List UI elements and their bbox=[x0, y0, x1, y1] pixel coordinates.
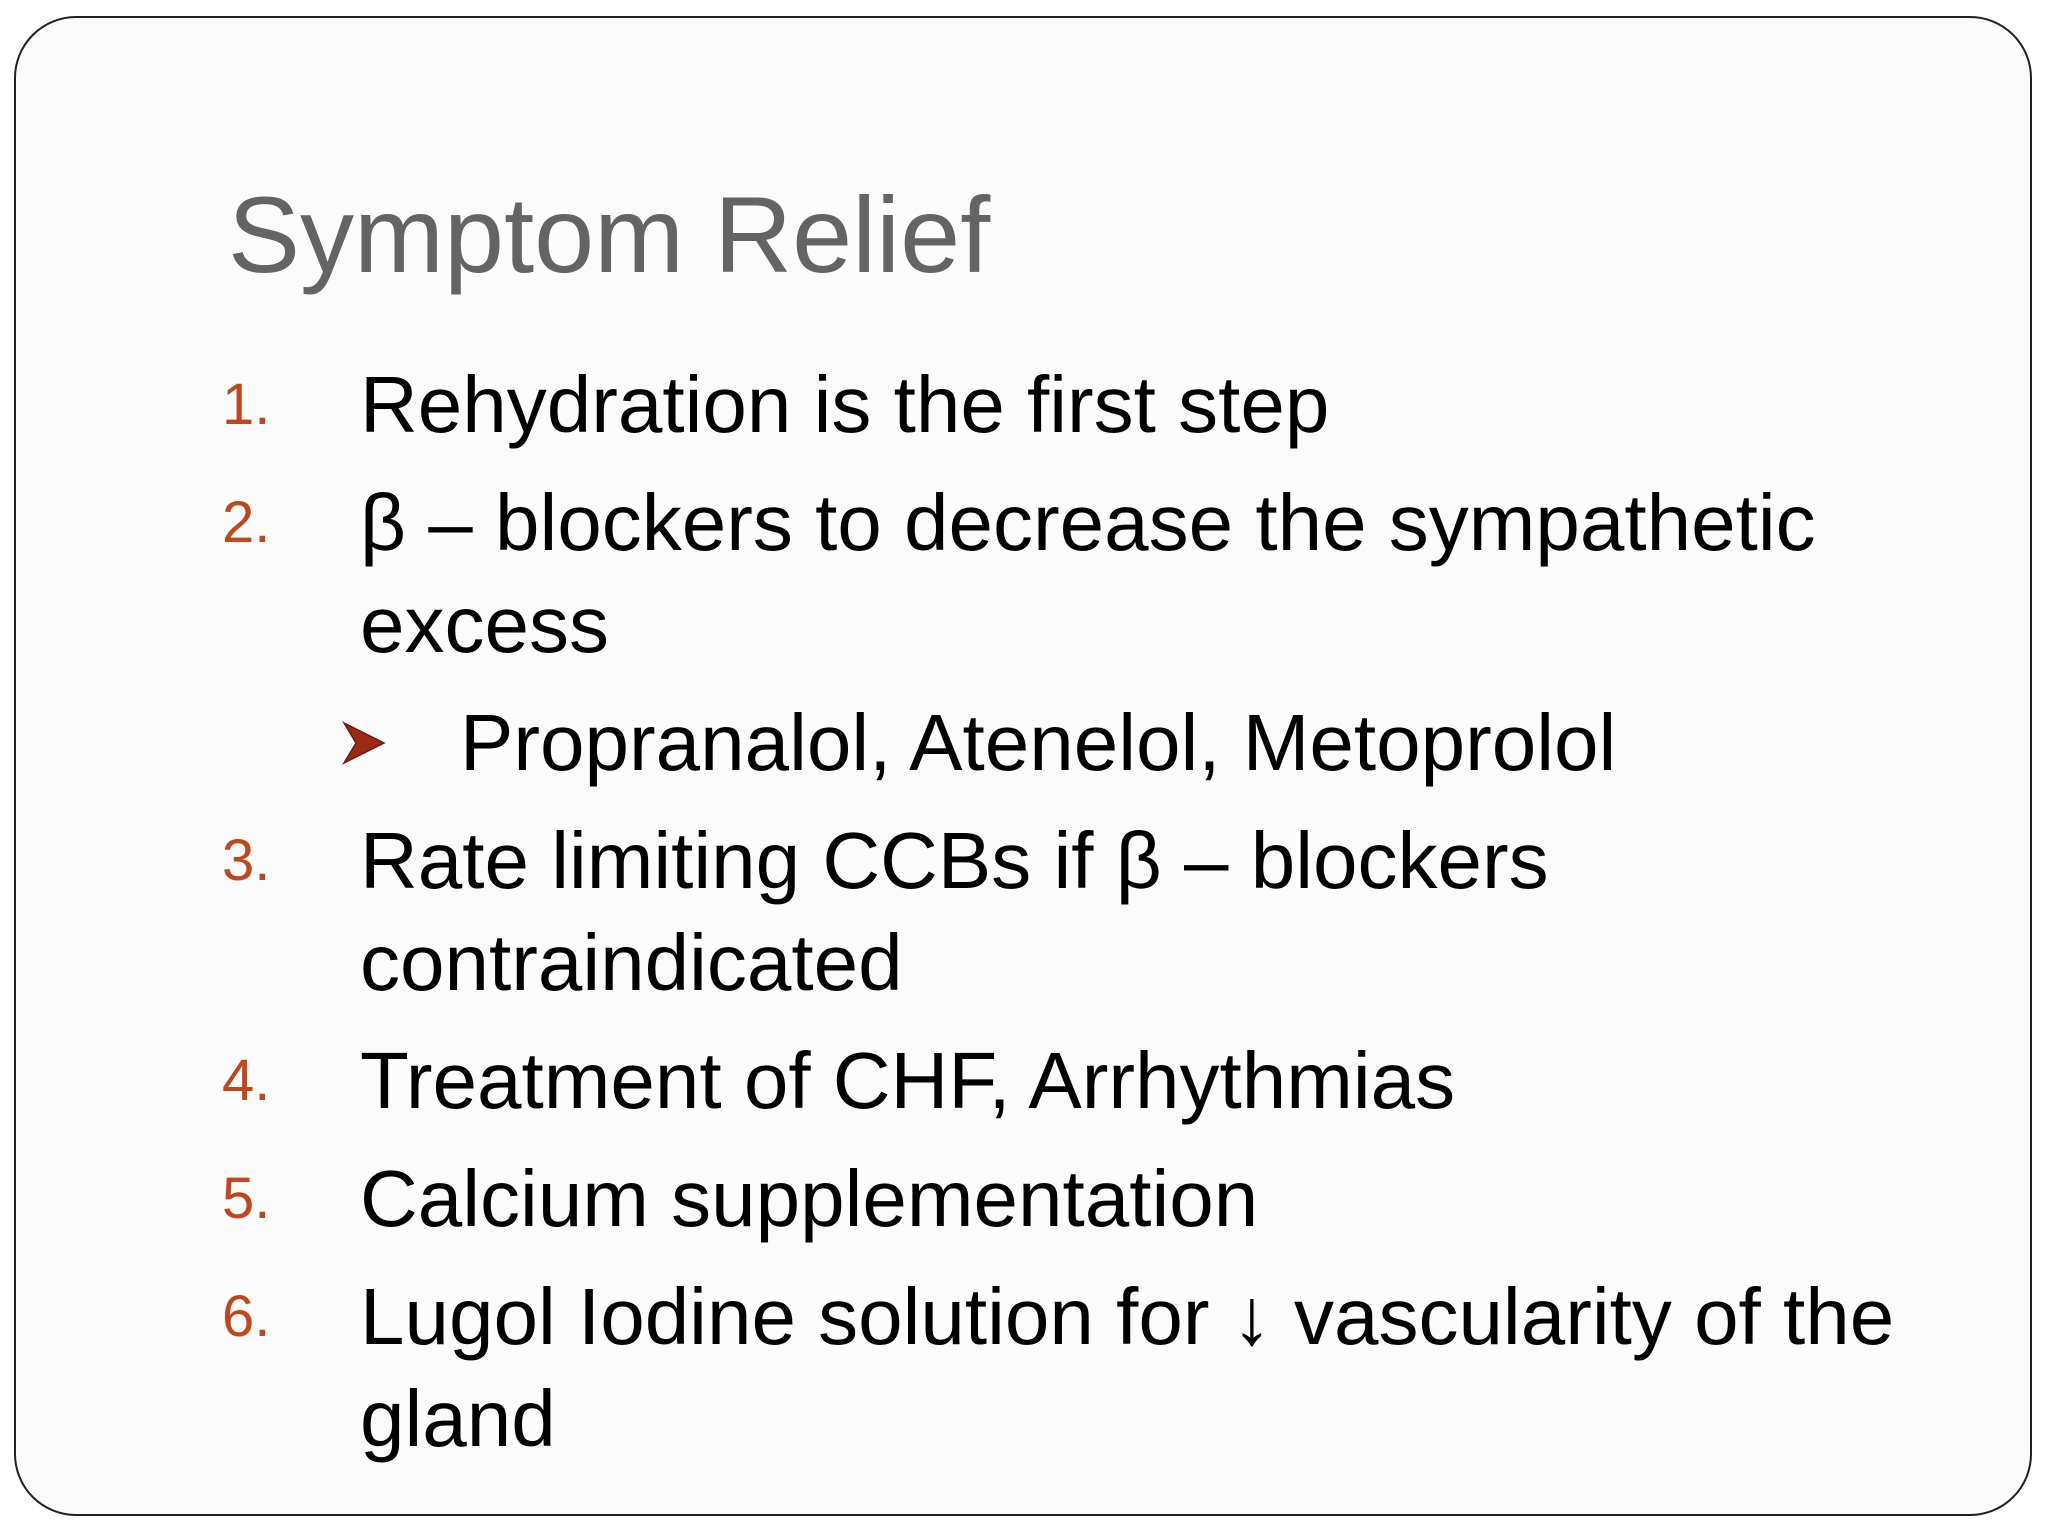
slide-title: Symptom Relief bbox=[228, 174, 991, 295]
item-text: Treatment of CHF, Arrhythmias bbox=[360, 1036, 1456, 1125]
item-text: Calcium supplementation bbox=[360, 1154, 1259, 1243]
item-number: 4. bbox=[222, 1048, 271, 1113]
item-number: 1. bbox=[222, 372, 271, 437]
item-text: Lugol Iodine solution for ↓ vascularity of the gland bbox=[360, 1272, 1895, 1463]
numbered-list bbox=[222, 354, 2002, 1486]
item-number: 6. bbox=[222, 1284, 271, 1349]
list-item bbox=[222, 1030, 2002, 1132]
item-text: Rate limiting CCBs if β – blockers contraindicated bbox=[360, 816, 1549, 1007]
sub-item-text: Propranalol, Atenelol, Metoprolol bbox=[460, 698, 1617, 787]
item-text: Rehydration is the first step bbox=[360, 360, 1330, 449]
item-number: 2. bbox=[222, 490, 271, 555]
list-item bbox=[222, 1266, 2002, 1470]
item-number: 3. bbox=[222, 828, 271, 893]
arrow-bullet-icon-glyph bbox=[340, 719, 388, 767]
list-item bbox=[222, 472, 2002, 676]
item-text: β – blockers to decrease the sympathetic excess bbox=[360, 478, 1816, 669]
list-item bbox=[222, 810, 2002, 1014]
list-item bbox=[222, 354, 2002, 456]
sub-list-item bbox=[340, 692, 2002, 794]
item-number: 5. bbox=[222, 1166, 271, 1231]
slide bbox=[14, 16, 2032, 1516]
list-item bbox=[222, 1148, 2002, 1250]
arrow-bullet-icon bbox=[340, 692, 460, 794]
